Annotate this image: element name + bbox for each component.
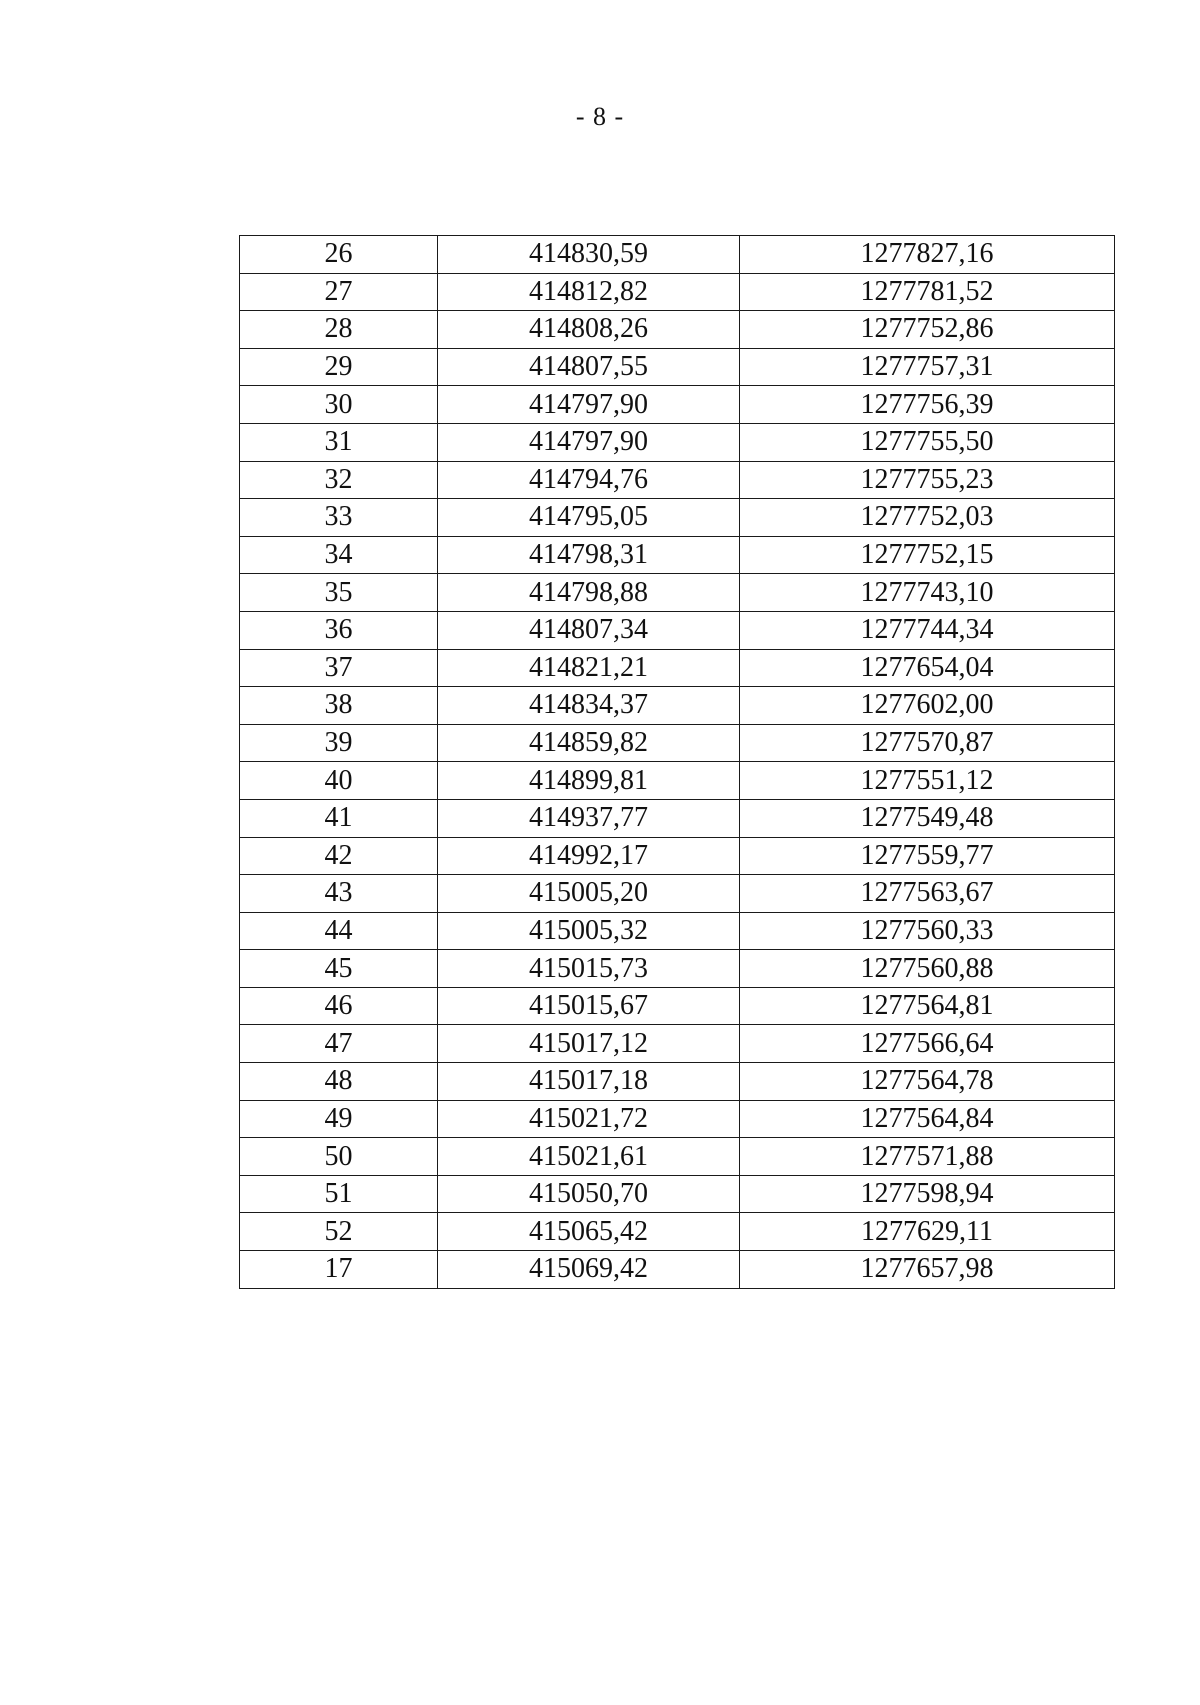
page-number: - 8 - xyxy=(575,102,625,131)
table-row xyxy=(240,1100,1115,1138)
table-row xyxy=(240,386,1115,424)
x-coordinate-cell: 415015,73 xyxy=(438,950,740,988)
table-row xyxy=(240,1063,1115,1101)
x-coordinate-cell: 414797,90 xyxy=(438,386,740,424)
table-row xyxy=(240,273,1115,311)
table-row xyxy=(240,950,1115,988)
point-number-cell: 33 xyxy=(240,499,438,537)
coordinates-table xyxy=(239,235,1115,1289)
x-coordinate-cell: 414798,88 xyxy=(438,574,740,612)
y-coordinate-cell: 1277757,31 xyxy=(740,348,1115,386)
y-coordinate-cell: 1277654,04 xyxy=(740,649,1115,687)
point-number-cell: 36 xyxy=(240,611,438,649)
y-coordinate-cell: 1277559,77 xyxy=(740,837,1115,875)
y-coordinate-cell: 1277602,00 xyxy=(740,687,1115,725)
x-coordinate-cell: 414798,31 xyxy=(438,536,740,574)
x-coordinate-cell: 414859,82 xyxy=(438,724,740,762)
table-row xyxy=(240,1175,1115,1213)
y-coordinate-cell: 1277743,10 xyxy=(740,574,1115,612)
y-coordinate-cell: 1277629,11 xyxy=(740,1213,1115,1251)
point-number-cell: 43 xyxy=(240,875,438,913)
table-row xyxy=(240,348,1115,386)
point-number-cell: 26 xyxy=(240,236,438,274)
point-number-cell: 41 xyxy=(240,799,438,837)
y-coordinate-cell: 1277551,12 xyxy=(740,762,1115,800)
point-number-cell: 40 xyxy=(240,762,438,800)
point-number-cell: 49 xyxy=(240,1100,438,1138)
y-coordinate-cell: 1277564,81 xyxy=(740,987,1115,1025)
point-number-cell: 35 xyxy=(240,574,438,612)
table-row xyxy=(240,799,1115,837)
x-coordinate-cell: 415017,12 xyxy=(438,1025,740,1063)
table-row xyxy=(240,574,1115,612)
table-row xyxy=(240,649,1115,687)
x-coordinate-cell: 415021,61 xyxy=(438,1138,740,1176)
table-row xyxy=(240,1251,1115,1289)
x-coordinate-cell: 414937,77 xyxy=(438,799,740,837)
point-number-cell: 50 xyxy=(240,1138,438,1176)
table-row xyxy=(240,236,1115,274)
table-row xyxy=(240,875,1115,913)
y-coordinate-cell: 1277560,33 xyxy=(740,912,1115,950)
y-coordinate-cell: 1277752,15 xyxy=(740,536,1115,574)
y-coordinate-cell: 1277570,87 xyxy=(740,724,1115,762)
point-number-cell: 28 xyxy=(240,311,438,349)
x-coordinate-cell: 414830,59 xyxy=(438,236,740,274)
point-number-cell: 44 xyxy=(240,912,438,950)
table-row xyxy=(240,837,1115,875)
y-coordinate-cell: 1277598,94 xyxy=(740,1175,1115,1213)
point-number-cell: 29 xyxy=(240,348,438,386)
table-row xyxy=(240,423,1115,461)
x-coordinate-cell: 414807,34 xyxy=(438,611,740,649)
y-coordinate-cell: 1277752,86 xyxy=(740,311,1115,349)
x-coordinate-cell: 414834,37 xyxy=(438,687,740,725)
point-number-cell: 32 xyxy=(240,461,438,499)
y-coordinate-cell: 1277744,34 xyxy=(740,611,1115,649)
y-coordinate-cell: 1277563,67 xyxy=(740,875,1115,913)
y-coordinate-cell: 1277549,48 xyxy=(740,799,1115,837)
table-row xyxy=(240,461,1115,499)
x-coordinate-cell: 415065,42 xyxy=(438,1213,740,1251)
table-row xyxy=(240,912,1115,950)
point-number-cell: 39 xyxy=(240,724,438,762)
x-coordinate-cell: 414812,82 xyxy=(438,273,740,311)
x-coordinate-cell: 415017,18 xyxy=(438,1063,740,1101)
table-row xyxy=(240,724,1115,762)
y-coordinate-cell: 1277560,88 xyxy=(740,950,1115,988)
point-number-cell: 38 xyxy=(240,687,438,725)
table-row xyxy=(240,1025,1115,1063)
table-row xyxy=(240,611,1115,649)
x-coordinate-cell: 414821,21 xyxy=(438,649,740,687)
point-number-cell: 27 xyxy=(240,273,438,311)
table-row xyxy=(240,1138,1115,1176)
table-row xyxy=(240,762,1115,800)
coordinates-table-body xyxy=(240,236,1115,1289)
point-number-cell: 42 xyxy=(240,837,438,875)
y-coordinate-cell: 1277566,64 xyxy=(740,1025,1115,1063)
y-coordinate-cell: 1277657,98 xyxy=(740,1251,1115,1289)
y-coordinate-cell: 1277564,84 xyxy=(740,1100,1115,1138)
x-coordinate-cell: 415050,70 xyxy=(438,1175,740,1213)
x-coordinate-cell: 415015,67 xyxy=(438,987,740,1025)
point-number-cell: 37 xyxy=(240,649,438,687)
x-coordinate-cell: 415005,32 xyxy=(438,912,740,950)
y-coordinate-cell: 1277756,39 xyxy=(740,386,1115,424)
y-coordinate-cell: 1277781,52 xyxy=(740,273,1115,311)
y-coordinate-cell: 1277755,23 xyxy=(740,461,1115,499)
table-row xyxy=(240,687,1115,725)
x-coordinate-cell: 414808,26 xyxy=(438,311,740,349)
x-coordinate-cell: 414807,55 xyxy=(438,348,740,386)
point-number-cell: 47 xyxy=(240,1025,438,1063)
y-coordinate-cell: 1277827,16 xyxy=(740,236,1115,274)
table-row xyxy=(240,1213,1115,1251)
table-row xyxy=(240,311,1115,349)
x-coordinate-cell: 414992,17 xyxy=(438,837,740,875)
x-coordinate-cell: 414795,05 xyxy=(438,499,740,537)
point-number-cell: 48 xyxy=(240,1063,438,1101)
y-coordinate-cell: 1277755,50 xyxy=(740,423,1115,461)
x-coordinate-cell: 414797,90 xyxy=(438,423,740,461)
point-number-cell: 46 xyxy=(240,987,438,1025)
y-coordinate-cell: 1277564,78 xyxy=(740,1063,1115,1101)
table-row xyxy=(240,499,1115,537)
x-coordinate-cell: 415005,20 xyxy=(438,875,740,913)
x-coordinate-cell: 415069,42 xyxy=(438,1251,740,1289)
point-number-cell: 17 xyxy=(240,1251,438,1289)
point-number-cell: 45 xyxy=(240,950,438,988)
point-number-cell: 34 xyxy=(240,536,438,574)
table-row xyxy=(240,987,1115,1025)
point-number-cell: 51 xyxy=(240,1175,438,1213)
table-row xyxy=(240,536,1115,574)
point-number-cell: 30 xyxy=(240,386,438,424)
point-number-cell: 31 xyxy=(240,423,438,461)
y-coordinate-cell: 1277752,03 xyxy=(740,499,1115,537)
point-number-cell: 52 xyxy=(240,1213,438,1251)
x-coordinate-cell: 414899,81 xyxy=(438,762,740,800)
x-coordinate-cell: 414794,76 xyxy=(438,461,740,499)
y-coordinate-cell: 1277571,88 xyxy=(740,1138,1115,1176)
x-coordinate-cell: 415021,72 xyxy=(438,1100,740,1138)
